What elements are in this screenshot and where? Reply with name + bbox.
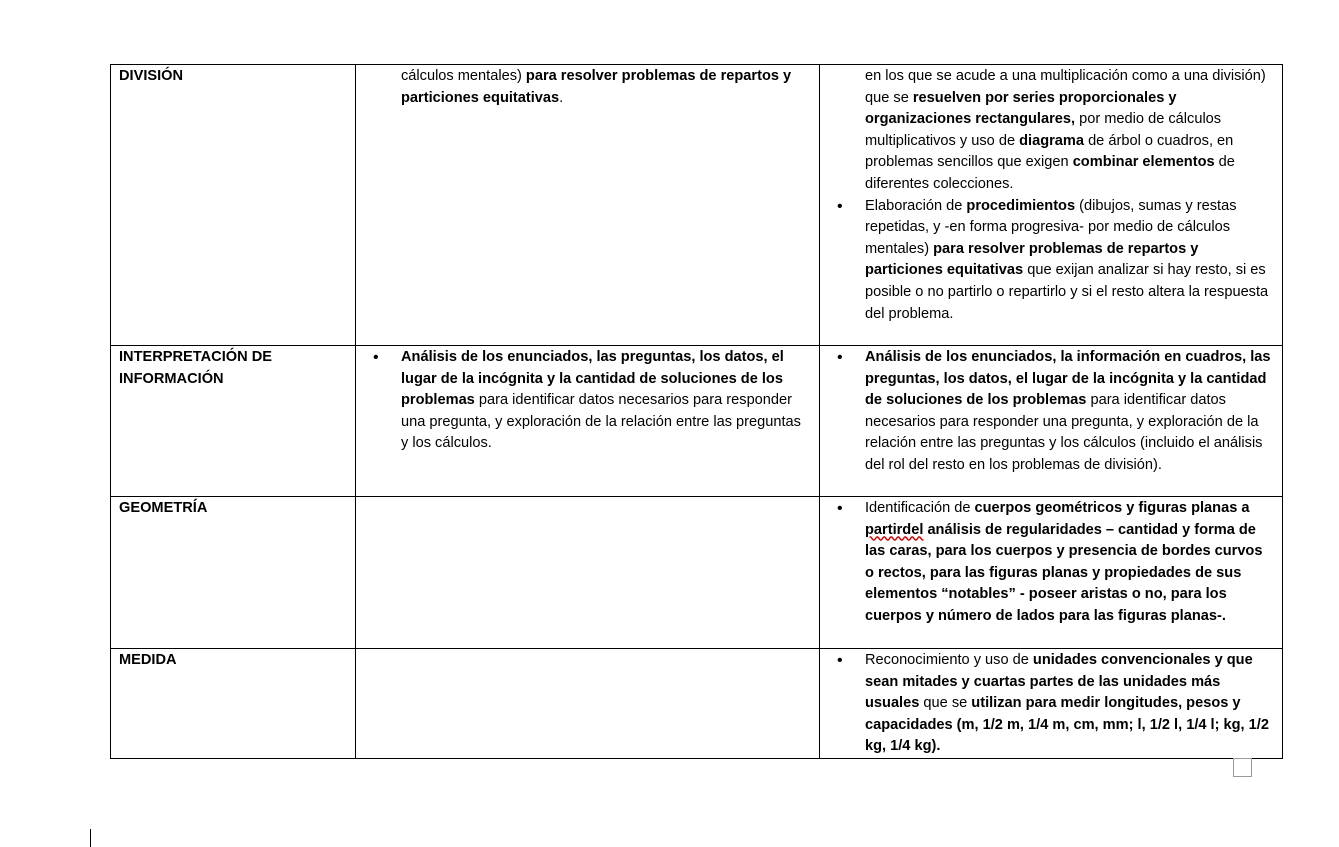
bold-text: utilizan para medir longitudes, pesos y capacidades (m, 1/2 m, 1/4 m, cm, mm; l, 1/2 l, 1/4 l; kg, 1/2 kg, 1/4 kg). xyxy=(865,695,1269,755)
table-row xyxy=(111,346,1283,497)
bold-text: combinar elementos xyxy=(1072,154,1215,171)
next-grade-column-list xyxy=(828,650,1274,758)
row-label-cell[interactable] xyxy=(111,346,356,497)
row-label: GEOMETRÍA xyxy=(119,500,208,516)
text-run: Reconocimiento y uso de xyxy=(865,652,1033,668)
text-run: en los que se acude a una multiplicación como a una división) que se xyxy=(865,68,1266,106)
bold-text: Análisis de los enunciados, las preguntas, los datos, el lugar de la incógnita y la cantidad de soluciones de los problemas xyxy=(401,349,784,409)
bold-text: para resolver problemas de repartos y particiones equitativas xyxy=(865,240,1199,279)
next-grade-column-list xyxy=(828,498,1274,628)
text-run: para identificar datos necesarios para responder una pregunta, y exploración de la relación entre las preguntas y los cálculos. xyxy=(401,392,801,452)
next-grade-column-list xyxy=(828,347,1274,477)
text-run: Identificación de xyxy=(865,500,975,516)
content-table xyxy=(110,64,1283,759)
next-grade-column-list xyxy=(828,66,1274,325)
bold-text: procedimientos xyxy=(966,197,1076,214)
misspelled-word: partirdel xyxy=(865,521,924,538)
bold-text: unidades convencionales y que sean mitades y cuartas partes de las unidades más usuales xyxy=(865,652,1253,712)
bold-text: cuerpos geométricos y figuras planas a xyxy=(974,500,1250,516)
grade-column-list xyxy=(364,347,811,455)
text-run: Elaboración de xyxy=(865,197,967,214)
grade-column-cell[interactable] xyxy=(356,346,820,497)
text-run: por medio de cálculos multiplicativos y uso de xyxy=(865,111,1222,149)
row-label: MEDIDA xyxy=(119,652,177,668)
text-run: (dibujos, sumas y restas repetidas, y -en forma progresiva- por medio de cálculos mentales) xyxy=(865,197,1237,257)
next-grade-column-cell[interactable] xyxy=(820,649,1283,759)
text-run: de árbol o cuadros, en problemas sencillos que exigen xyxy=(865,132,1234,171)
bold-text: resuelven por series proporcionales y organizaciones rectangulares, xyxy=(865,89,1177,128)
bullet-item xyxy=(828,347,1274,477)
bullet-item xyxy=(364,347,811,455)
text-cursor xyxy=(90,829,91,847)
table-row xyxy=(111,649,1283,759)
text-run: que exijan analizar si hay resto, si es posible o no partirlo o repartirlo y si el resto altera la respuesta del problema. xyxy=(865,262,1269,322)
text-run: cálculos mentales) xyxy=(401,68,526,84)
table-row xyxy=(111,65,1283,346)
next-grade-column-cell[interactable] xyxy=(820,346,1283,497)
next-grade-column-cell[interactable] xyxy=(820,497,1283,649)
next-grade-column-cell[interactable] xyxy=(820,65,1283,346)
text-run: para identificar datos necesarios para responder una pregunta, y exploración de la relación entre las preguntas y los cálculos (incluido el análisis del rol del resto en los problemas de división). xyxy=(865,392,1263,473)
bold-text: para resolver problemas de repartos y particiones equitativas xyxy=(401,68,792,106)
table-body xyxy=(111,65,1283,759)
row-label-cell[interactable] xyxy=(111,497,356,649)
grade-column-cell[interactable] xyxy=(356,65,820,346)
bullet-item xyxy=(828,498,1274,628)
bullet-item xyxy=(828,196,1274,326)
grade-column-cell[interactable] xyxy=(356,497,820,649)
table-end-marker[interactable] xyxy=(1233,758,1252,777)
bold-text: Análisis de los enunciados, la información en cuadros, las preguntas, los datos, el lugar de la incógnita y la cantidad de soluciones de los problemas xyxy=(865,349,1271,409)
row-label: INTERPRETACIÓN DE xyxy=(119,349,272,365)
row-label-cell[interactable] xyxy=(111,65,356,346)
row-label: INFORMACIÓN xyxy=(119,370,224,387)
grade-column-list xyxy=(364,66,811,109)
continuation-paragraph xyxy=(828,66,1274,196)
text-run: de diferentes colecciones. xyxy=(865,154,1235,192)
bullet-item xyxy=(828,650,1274,758)
row-label-cell[interactable] xyxy=(111,649,356,759)
bold-text: diagrama xyxy=(1019,132,1085,149)
text-run: . xyxy=(559,89,564,106)
bold-text: análisis de regularidades – cantidad y forma de las caras, para los cuerpos y presencia de bordes curvos o rectos, para las figuras planas y propiedades de sus elementos “notables” - poseer aristas o no, para los cuerpos y número de lados para las figuras planas-. xyxy=(865,521,1263,624)
table-row xyxy=(111,497,1283,649)
continuation-paragraph xyxy=(364,66,811,109)
row-label: DIVISIÓN xyxy=(119,68,184,84)
grade-column-cell[interactable] xyxy=(356,649,820,759)
text-run: que se xyxy=(919,695,972,712)
